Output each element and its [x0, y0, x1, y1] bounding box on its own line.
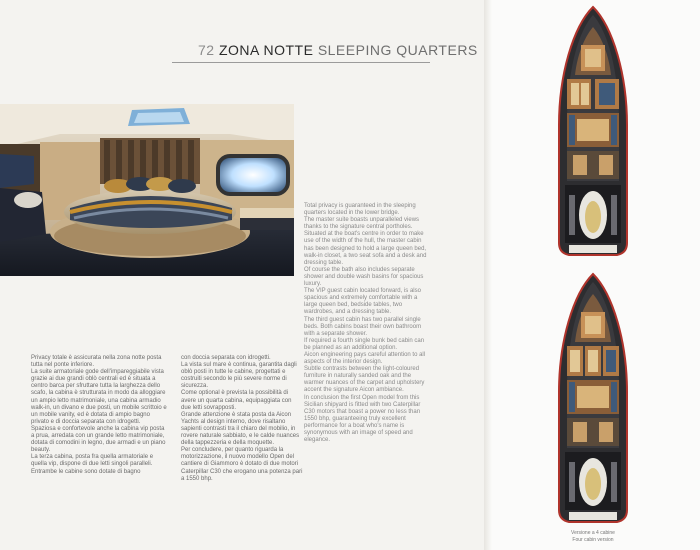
paragraph: Grande attenzione è stata posta da Aicon Yachts al design interno, dove risaltano sapienti contrasti tra il chiaro del mobilio, in rovere naturale sabbiato, e le calde nuances della tappezzeria e della moquette.: [181, 411, 300, 447]
plan-caption: [543, 530, 643, 544]
english-text-column: [304, 203, 431, 444]
paragraph: Of course the bath also includes separate shower and double wash basins for spacious luxury.: [304, 266, 424, 288]
master-cabin-photo: [0, 104, 294, 276]
paragraph: Privacy totale è assicurata nella zona notte posta tutta nel ponte inferiore.: [31, 355, 162, 369]
paragraph: Spaziosa e confortevole anche la cabina vip posta a prua, arredata con un grande letto matrimoniale, dotata di comodini in legno, due armadi e un piano beauty.: [31, 425, 166, 454]
paragraph: If required a fourth single bunk bed cabin can be planned as an additional option.: [304, 337, 425, 351]
paragraph: La vista sul mare è continua, garantita dagli oblò posti in tutte le cabine, progettati e costruiti secondo le più severe norme di sicurezza.: [181, 362, 297, 390]
caption-italian: Versione a 4 cabine: [571, 530, 615, 536]
page-header: [198, 42, 478, 58]
title-italian: ZONA NOTTE: [218, 42, 314, 58]
paragraph: Aicon engineering pays careful attention to all aspects of the interior design.: [304, 351, 426, 366]
paragraph: In conclusion the first Open model from this Sicilian shipyard is fitted with two Caterpillar C30 motors that boast a power no less than 1550 bhp, guaranteeing truly excellent performance for a boat who's name is synonymous with an image of speed and elegance.: [304, 394, 421, 444]
page-fold: [484, 0, 492, 550]
paragraph: Entrambe le cabine sono dotate di bagno: [31, 468, 141, 475]
italian-text-column-1: [31, 355, 169, 476]
title-english: SLEEPING QUARTERS: [317, 42, 478, 58]
paragraph: La terza cabina, posta fra quella armatoriale e quella vip, dispone di due letti singoli paralleli.: [31, 454, 154, 468]
paragraph: con doccia separata con idrogetti.: [181, 355, 271, 361]
paragraph: Total privacy is guaranteed in the sleeping quarters located in the lower bridge.: [304, 203, 416, 217]
italian-text-column-2: [181, 355, 303, 483]
paragraph: The master suite boasts unparalleled views thanks to the signature central portholes.: [304, 217, 420, 231]
paragraph: La suite armatoriale gode dell'impareggiabile vista grazie ai due grandi oblò centrali ed è situata a centro barca per sfruttare tutta la larghezza dello scafo, la cabina è strutturata in modo da alloggiare un ampio letto matrimoniale, una cabina armadio walk-in, un divano e due posti, un mobile scrittoio e un mobile vanity, ed è dotata di ampio bagno privato e di doccia separata con idrogetti.: [31, 369, 167, 425]
deck-plan-bottom: [555, 272, 631, 529]
header-rule: [172, 62, 430, 63]
caption-english: Four cabin version: [572, 537, 614, 543]
paragraph: Situated at the boat's centre in order to make use of the width of the hull, the master cabin has been designed to hold a large queen bed, walk-in closet, a two seat sofa and a desk and dressing table.: [304, 231, 427, 266]
paragraph: Come optional è prevista la possibilità di avere un quarta cabina, equipaggiata con due letti sovrapposti.: [181, 390, 292, 411]
page-number: 72: [198, 42, 215, 58]
paragraph: The VIP guest cabin located forward, is also spacious and extremely comfortable with a large queen bed, bedside tables, two wardrobes, and a dressing table.: [304, 288, 421, 316]
deck-plan-top: [555, 5, 631, 263]
paragraph: Per concludere, per quanto riguarda la motorizzazione, il nuovo modello Open del cantiere di Giammoro è dotato di due motori Caterpillar C30 che erogano una potenza pari a 1550 bhp.: [181, 447, 303, 482]
paragraph: Subtle contrasts between the light-coloured furniture in naturally sanded oak and the warmer nuances of the carpet and upholstery accent the signature Aicon ambiance.: [304, 366, 425, 394]
paragraph: The third guest cabin has two parallel single beds. Both cabins boast their own bathroom with a separate shower.: [304, 316, 422, 337]
